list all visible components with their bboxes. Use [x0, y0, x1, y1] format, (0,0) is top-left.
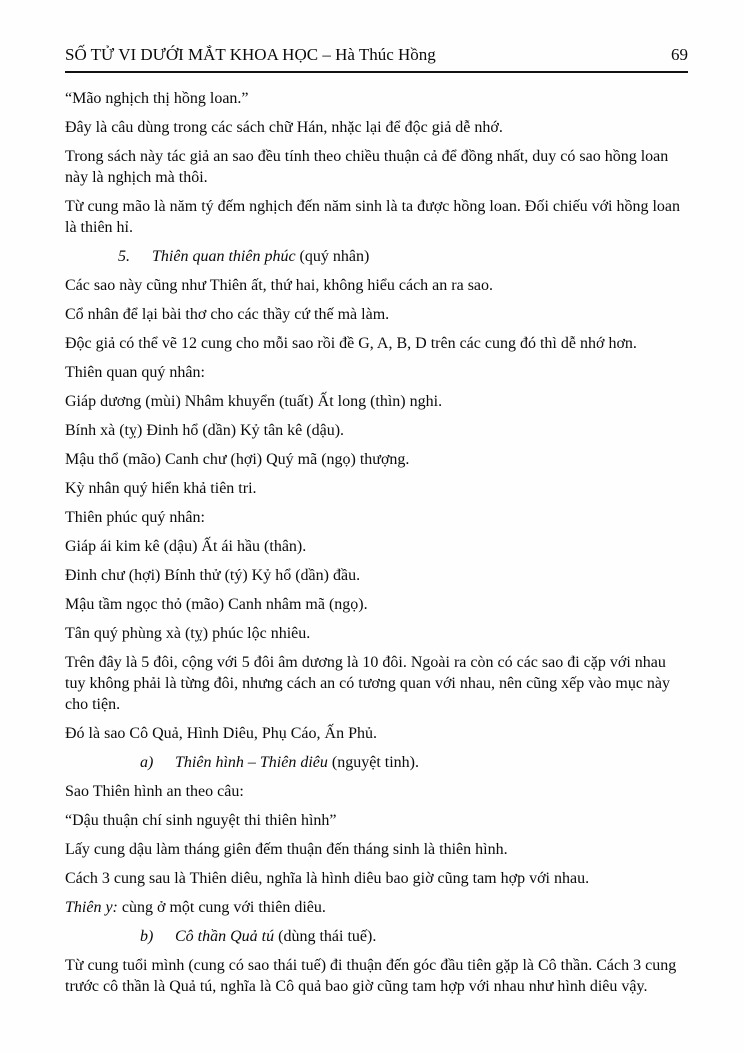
- heading-text: Cô thần Quả tú (dùng thái tuế).: [175, 928, 377, 945]
- page-body: [65, 88, 688, 997]
- page-number: 69: [671, 45, 688, 64]
- heading-marker: b): [140, 928, 154, 945]
- paragraph: Độc giả có thể vẽ 12 cung cho mỗi sao rồi đề G, A, B, D trên các cung đó thì dễ nhớ hơn.: [65, 335, 637, 352]
- paragraph: “Mão nghịch thị hồng loan.”: [65, 90, 249, 107]
- paragraph: Đó là sao Cô Quả, Hình Diêu, Phụ Cáo, Ấn Phủ.: [65, 725, 377, 742]
- paragraph: Trên đây là 5 đôi, cộng với 5 đôi âm dương là 10 đôi. Ngoài ra còn có các sao đi cặp với nhau tuy không phải là từng đôi, nhưng cách an có tương quan với nhau, nên cũng xếp vào mục này cho tiện.: [65, 654, 671, 713]
- heading-marker: a): [140, 754, 154, 771]
- paragraph: Lấy cung dậu làm tháng giên đếm thuận đến tháng sinh là thiên hình.: [65, 841, 508, 858]
- paragraph: Cách 3 cung sau là Thiên diêu, nghĩa là hình diêu bao giờ cũng tam hợp với nhau.: [65, 870, 590, 887]
- heading-text: Thiên quan thiên phúc (quý nhân): [152, 248, 370, 265]
- paragraph: Cổ nhân để lại bài thơ cho các thầy cứ thế mà làm.: [65, 306, 390, 323]
- paragraph: Bính xà (tỵ) Đinh hổ (dần) Kỷ tân kê (dậu).: [65, 422, 345, 439]
- paragraph: Giáp dương (mùi) Nhâm khuyển (tuất) Ất long (thìn) nghi.: [65, 393, 443, 410]
- paragraph: Từ cung mão là năm tý đếm nghịch đến năm sinh là ta được hồng loan. Đối chiếu với hồng loan là thiên hỉ.: [65, 198, 681, 236]
- running-title: SỐ TỬ VI DƯỚI MẮT KHOA HỌC – Hà Thúc Hồng: [65, 45, 436, 64]
- paragraph: Thiên quan quý nhân:: [65, 364, 205, 381]
- paragraph: Đinh chư (hợi) Bính thử (tý) Kỷ hổ (dần) đầu.: [65, 567, 361, 584]
- paragraph: Đây là câu dùng trong các sách chữ Hán, nhặc lại để độc giả dễ nhớ.: [65, 119, 503, 136]
- section-heading: [65, 246, 688, 267]
- section-heading: [65, 926, 688, 947]
- paragraph: Mậu tầm ngọc thỏ (mão) Canh nhâm mã (ngọ).: [65, 596, 368, 613]
- paragraph: Trong sách này tác giả an sao đều tính theo chiều thuận cả để đồng nhất, duy có sao hồng loan này là nghịch mà thôi.: [65, 148, 669, 186]
- page-header: [65, 45, 688, 65]
- paragraph: Kỳ nhân quý hiển khả tiên tri.: [65, 480, 257, 497]
- paragraph: Từ cung tuổi mình (cung có sao thái tuế) đi thuận đến góc đầu tiên gặp là Cô thần. Cách 3 cung trước cô thần là Quả tú, nghĩa là Cô quả bao giờ cũng tam hợp với nhau như hình diêu vậy.: [65, 957, 677, 995]
- section-heading: [65, 752, 688, 773]
- paragraph: Tân quý phùng xà (tỵ) phúc lộc nhiêu.: [65, 625, 311, 642]
- paragraph: “Dậu thuận chí sinh nguyệt thi thiên hình”: [65, 812, 337, 829]
- paragraph: Giáp ái kim kê (dậu) Ất ái hầu (thân).: [65, 538, 307, 555]
- paragraph: Sao Thiên hình an theo câu:: [65, 783, 244, 800]
- header-divider: [65, 71, 688, 73]
- heading-text: Thiên hình – Thiên diêu (nguyệt tinh).: [175, 754, 419, 771]
- paragraph: Thiên phúc quý nhân:: [65, 509, 205, 526]
- paragraph: Thiên y: cùng ở một cung với thiên diêu.: [65, 899, 326, 916]
- heading-marker: 5.: [118, 248, 130, 265]
- paragraph: Mậu thổ (mão) Canh chư (hợi) Quý mã (ngọ) thượng.: [65, 451, 410, 468]
- paragraph: Các sao này cũng như Thiên ất, thứ hai, không hiểu cách an ra sao.: [65, 277, 494, 294]
